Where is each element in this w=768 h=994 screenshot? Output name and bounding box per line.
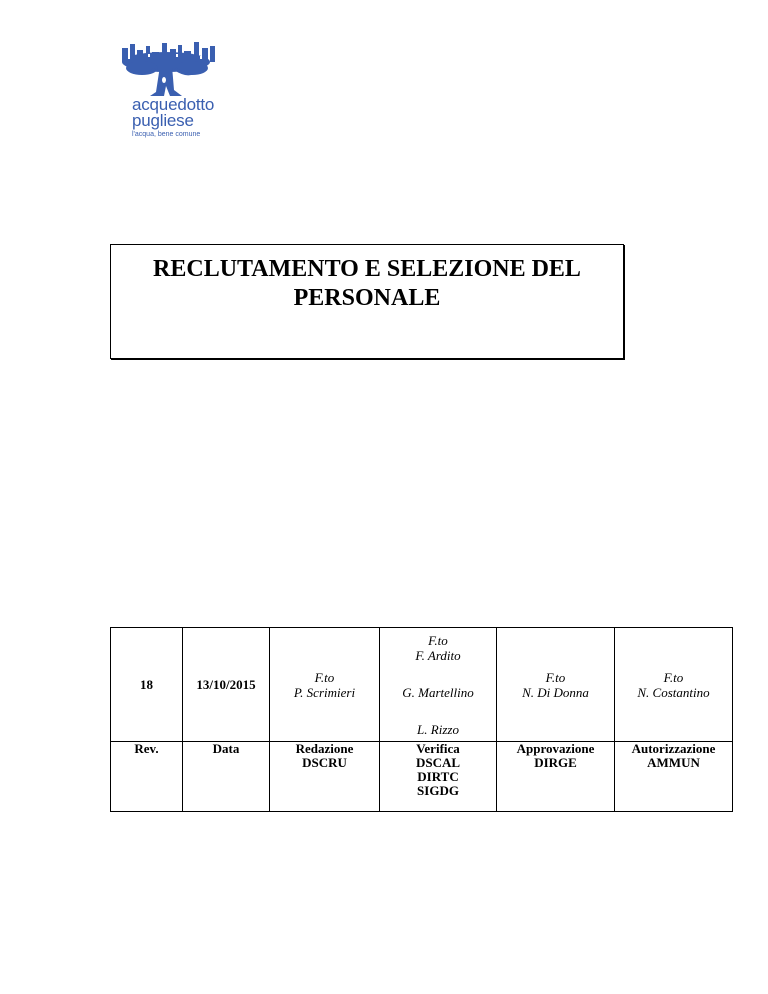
autorizzazione-prefix: F.to	[663, 669, 684, 685]
autorizzazione-signature	[615, 628, 733, 742]
document-title	[111, 255, 623, 313]
autorizzazione-name: N. Costantino	[637, 684, 710, 700]
autorizzazione-label: Autorizzazione	[631, 741, 716, 756]
verifica-name-2: G. Martellino	[402, 684, 474, 700]
redazione-label: Redazione	[295, 741, 354, 756]
data-header: Data	[183, 742, 270, 812]
document-title-box	[110, 244, 624, 359]
title-line-2: PERSONALE	[293, 285, 441, 311]
approvazione-code: DIRGE	[534, 755, 577, 770]
verifica-label: Verifica	[416, 741, 460, 756]
logo-tagline: l'acqua, bene comune	[132, 131, 201, 138]
verifica-code-3: SIGDG	[417, 783, 459, 798]
title-line-1: RECLUTAMENTO E SELEZIONE DEL	[153, 256, 581, 282]
verifica-signature	[380, 628, 497, 742]
redazione-signature	[270, 628, 380, 742]
rev-header: Rev.	[111, 742, 183, 812]
redazione-prefix: F.to	[314, 669, 335, 685]
autorizzazione-code: AMMUN	[647, 755, 700, 770]
header-row	[111, 742, 733, 812]
verifica-name-1: F. Ardito	[415, 647, 461, 663]
verifica-code-1: DSCAL	[415, 755, 461, 770]
rev-value: 18	[111, 628, 183, 742]
verifica-code-2: DIRTC	[417, 769, 459, 784]
verifica-block-1	[415, 633, 460, 663]
verifica-prefix: F.to	[428, 632, 448, 648]
verifica-header	[380, 742, 497, 812]
signature-table	[110, 627, 733, 812]
approvazione-header	[497, 742, 615, 812]
approvazione-label: Approvazione	[516, 741, 595, 756]
verifica-name-3: L. Rizzo	[417, 721, 459, 737]
redazione-header	[270, 742, 380, 812]
tree-skyline-icon	[106, 40, 232, 100]
logo-wordmark-line1: acquedotto	[132, 95, 215, 114]
redazione-code: DSCRU	[302, 755, 347, 770]
approvazione-name: N. Di Donna	[522, 684, 589, 700]
logo-wordmark-line2: pugliese	[132, 111, 194, 130]
date-value: 13/10/2015	[183, 628, 270, 742]
autorizzazione-header	[615, 742, 733, 812]
redazione-name: P. Scrimieri	[293, 684, 356, 700]
signature-row	[111, 628, 733, 742]
company-logo	[106, 40, 232, 140]
approvazione-signature	[497, 628, 615, 742]
approvazione-prefix: F.to	[545, 669, 566, 685]
